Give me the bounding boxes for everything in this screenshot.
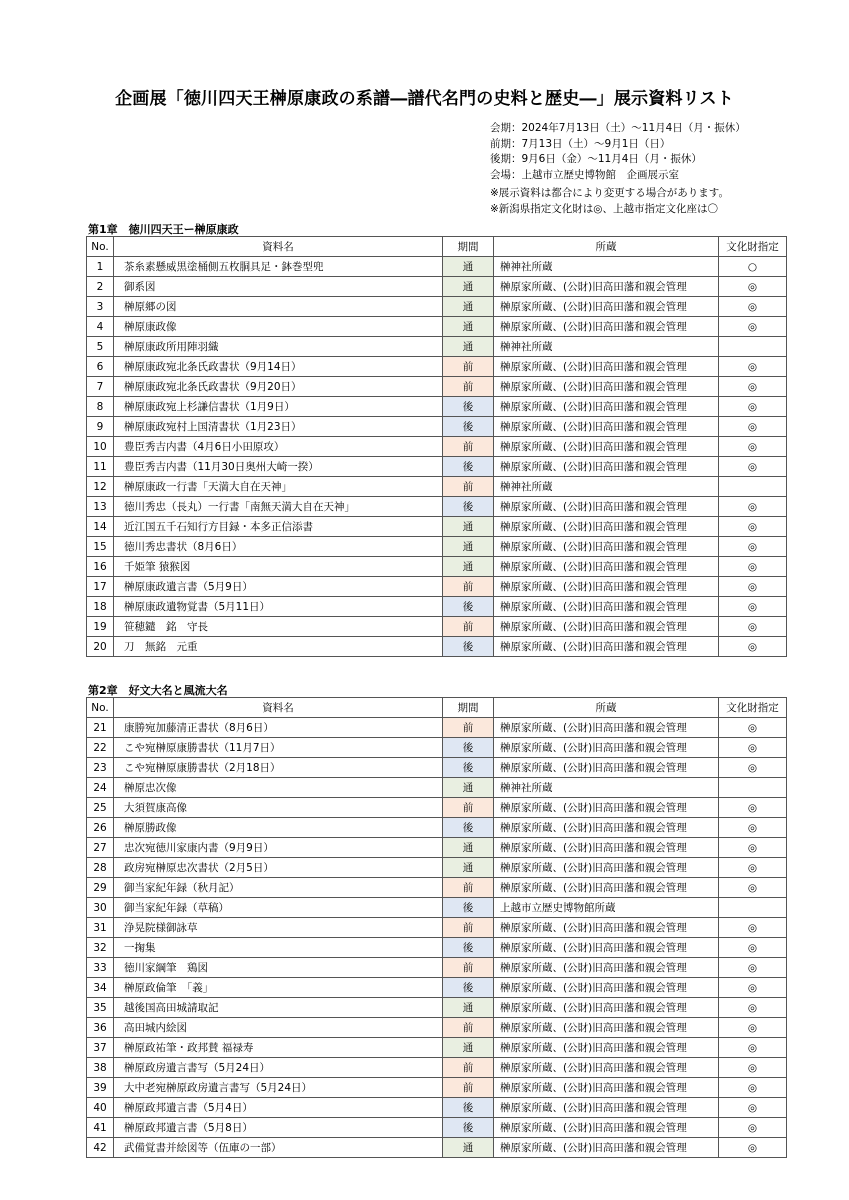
cell-name: 豊臣秀吉内書（11月30日奥州大崎一揆） [114, 457, 443, 477]
cell-no: 21 [87, 718, 114, 738]
cell-no: 3 [87, 297, 114, 317]
cell-no: 13 [87, 497, 114, 517]
page-title: 企画展「徳川四天王榊原康政の系譜―譜代名門の史料と歴史―」展示資料リスト [115, 89, 734, 109]
cell-period: 通 [443, 778, 494, 798]
info-second-term: 後期：9月6日（金）～11月4日（月・振休） [490, 153, 702, 165]
cell-cultural: ◎ [719, 597, 787, 617]
cell-no: 39 [87, 1078, 114, 1098]
cell-name: 徳川家綱筆 鶏図 [114, 958, 443, 978]
cell-cultural: ◎ [719, 357, 787, 377]
cell-no: 24 [87, 778, 114, 798]
cell-name: 越後国高田城請取記 [114, 998, 443, 1018]
cell-period: 通 [443, 557, 494, 577]
cell-owner: 榊原家所蔵、(公財)旧高田藩和親会管理 [494, 1038, 719, 1058]
cell-name: 御当家紀年録（草稿） [114, 898, 443, 918]
cell-owner: 榊原家所蔵、(公財)旧高田藩和親会管理 [494, 577, 719, 597]
table-row [87, 838, 787, 858]
cell-owner: 榊神社所蔵 [494, 778, 719, 798]
cell-no: 11 [87, 457, 114, 477]
cell-no: 22 [87, 738, 114, 758]
cell-cultural: ◎ [719, 1058, 787, 1078]
table-row [87, 1118, 787, 1138]
cell-name: 榊原忠次像 [114, 778, 443, 798]
cell-owner: 榊原家所蔵、(公財)旧高田藩和親会管理 [494, 1098, 719, 1118]
cell-owner: 榊原家所蔵、(公財)旧高田藩和親会管理 [494, 1078, 719, 1098]
cell-period: 通 [443, 277, 494, 297]
cell-owner: 榊神社所蔵 [494, 257, 719, 277]
cell-cultural: ◎ [719, 1038, 787, 1058]
cell-period: 後 [443, 738, 494, 758]
cell-owner: 榊原家所蔵、(公財)旧高田藩和親会管理 [494, 938, 719, 958]
table-row [87, 557, 787, 577]
cell-cultural [719, 337, 787, 357]
table-row [87, 617, 787, 637]
cell-cultural [719, 477, 787, 497]
cell-period: 後 [443, 1118, 494, 1138]
cell-cultural: ◎ [719, 1118, 787, 1138]
cell-owner: 榊原家所蔵、(公財)旧高田藩和親会管理 [494, 377, 719, 397]
cell-name: 榊原政祐筆・政邦賛 福禄寿 [114, 1038, 443, 1058]
cell-cultural: ◎ [719, 537, 787, 557]
cell-period: 後 [443, 898, 494, 918]
header-no: No. [87, 698, 114, 718]
cell-no: 30 [87, 898, 114, 918]
table-row [87, 918, 787, 938]
cell-owner: 榊原家所蔵、(公財)旧高田藩和親会管理 [494, 397, 719, 417]
table-row [87, 437, 787, 457]
table-row [87, 818, 787, 838]
cell-period: 後 [443, 938, 494, 958]
cell-name: 大中老宛榊原政房遺言書写（5月24日） [114, 1078, 443, 1098]
cell-no: 17 [87, 577, 114, 597]
cell-no: 6 [87, 357, 114, 377]
cell-owner: 榊原家所蔵、(公財)旧高田藩和親会管理 [494, 637, 719, 657]
cell-cultural: ◎ [719, 397, 787, 417]
cell-name: 豊臣秀吉内書（4月6日小田原攻） [114, 437, 443, 457]
table-row [87, 978, 787, 998]
table-row [87, 377, 787, 397]
table-row [87, 277, 787, 297]
cell-name: 康勝宛加藤清正書状（8月6日） [114, 718, 443, 738]
chapter-1-title: 第1章 徳川四天王ー榊原康政 [88, 223, 239, 236]
cell-no: 18 [87, 597, 114, 617]
cell-name: 榊原康政宛村上国清書状（1月23日） [114, 417, 443, 437]
cell-period: 後 [443, 457, 494, 477]
cell-period: 通 [443, 517, 494, 537]
header-name: 資料名 [114, 698, 443, 718]
header-period: 期間 [443, 698, 494, 718]
cell-name: 榊原康政宛上杉謙信書状（1月9日） [114, 397, 443, 417]
cell-owner: 榊原家所蔵、(公財)旧高田藩和親会管理 [494, 537, 719, 557]
cell-owner: 榊原家所蔵、(公財)旧高田藩和親会管理 [494, 878, 719, 898]
cell-owner: 上越市立歴史博物館所蔵 [494, 898, 719, 918]
cell-period: 後 [443, 637, 494, 657]
cell-period: 前 [443, 577, 494, 597]
cell-owner: 榊原家所蔵、(公財)旧高田藩和親会管理 [494, 798, 719, 818]
cell-cultural: ◎ [719, 838, 787, 858]
cell-cultural: ◎ [719, 1138, 787, 1158]
cell-cultural: ◎ [719, 1098, 787, 1118]
table-row [87, 798, 787, 818]
cell-no: 25 [87, 798, 114, 818]
cell-period: 通 [443, 998, 494, 1018]
cell-period: 通 [443, 838, 494, 858]
cell-no: 32 [87, 938, 114, 958]
table-row [87, 958, 787, 978]
header-name: 資料名 [114, 237, 443, 257]
cell-name: こや宛榊原康勝書状（11月7日） [114, 738, 443, 758]
cell-name: 高田城内絵図 [114, 1018, 443, 1038]
table-row [87, 1038, 787, 1058]
table-row [87, 597, 787, 617]
table-row [87, 337, 787, 357]
cell-owner: 榊原家所蔵、(公財)旧高田藩和親会管理 [494, 597, 719, 617]
cell-no: 8 [87, 397, 114, 417]
cell-name: 榊原康政宛北条氏政書状（9月14日） [114, 357, 443, 377]
cell-owner: 榊原家所蔵、(公財)旧高田藩和親会管理 [494, 317, 719, 337]
cell-name: 榊原康政遺物覚書（5月11日） [114, 597, 443, 617]
table-row [87, 898, 787, 918]
table-row [87, 1098, 787, 1118]
cell-name: 榊原康政宛北条氏政書状（9月20日） [114, 377, 443, 397]
cell-name: 榊原康政一行書「天満大自在天神」 [114, 477, 443, 497]
cell-period: 後 [443, 397, 494, 417]
cell-name: 一掬集 [114, 938, 443, 958]
cell-no: 23 [87, 758, 114, 778]
cell-period: 前 [443, 357, 494, 377]
header-cultural: 文化財指定 [719, 237, 787, 257]
cell-period: 前 [443, 437, 494, 457]
table-row [87, 778, 787, 798]
table-row [87, 397, 787, 417]
cell-cultural: ◎ [719, 1018, 787, 1038]
cell-name: 千姫筆 猿猴図 [114, 557, 443, 577]
cell-cultural: ◎ [719, 617, 787, 637]
chapter-1-table [86, 236, 787, 657]
table-row [87, 718, 787, 738]
cell-cultural: ◎ [719, 277, 787, 297]
cell-cultural: ◎ [719, 718, 787, 738]
cell-owner: 榊原家所蔵、(公財)旧高田藩和親会管理 [494, 457, 719, 477]
cell-period: 後 [443, 1098, 494, 1118]
cell-period: 通 [443, 858, 494, 878]
cell-no: 12 [87, 477, 114, 497]
cell-owner: 榊原家所蔵、(公財)旧高田藩和親会管理 [494, 978, 719, 998]
cell-no: 36 [87, 1018, 114, 1038]
cell-cultural: ◎ [719, 878, 787, 898]
cell-owner: 榊原家所蔵、(公財)旧高田藩和親会管理 [494, 998, 719, 1018]
cell-cultural: ◎ [719, 377, 787, 397]
header-no: No. [87, 237, 114, 257]
table-row [87, 878, 787, 898]
table-row [87, 1138, 787, 1158]
cell-owner: 榊原家所蔵、(公財)旧高田藩和親会管理 [494, 718, 719, 738]
cell-owner: 榊原家所蔵、(公財)旧高田藩和親会管理 [494, 1018, 719, 1038]
cell-no: 5 [87, 337, 114, 357]
cell-period: 前 [443, 377, 494, 397]
cell-name: 榊原政倫筆 「義」 [114, 978, 443, 998]
table-row [87, 758, 787, 778]
cell-owner: 榊原家所蔵、(公財)旧高田藩和親会管理 [494, 918, 719, 938]
cell-name: 武備覚書并絵図等（伍庫の一部） [114, 1138, 443, 1158]
cell-cultural: ◎ [719, 998, 787, 1018]
cell-cultural: ◎ [719, 637, 787, 657]
table-row [87, 537, 787, 557]
notes [490, 186, 729, 217]
header-owner: 所蔵 [494, 698, 719, 718]
cell-no: 29 [87, 878, 114, 898]
cell-cultural: ◎ [719, 497, 787, 517]
chapter-1-rows [87, 257, 787, 657]
table-row [87, 1058, 787, 1078]
info-period: 会期：2024年7月13日（土）～11月4日（月・振休） [490, 122, 746, 134]
table-row [87, 257, 787, 277]
cell-cultural: ◎ [719, 978, 787, 998]
cell-name: 御当家紀年録（秋月記） [114, 878, 443, 898]
cell-cultural: ◎ [719, 317, 787, 337]
cell-owner: 榊原家所蔵、(公財)旧高田藩和親会管理 [494, 958, 719, 978]
cell-period: 通 [443, 337, 494, 357]
cell-name: 榊原政房遺言書写（5月24日） [114, 1058, 443, 1078]
cell-period: 前 [443, 718, 494, 738]
cell-period: 前 [443, 918, 494, 938]
cell-no: 1 [87, 257, 114, 277]
table-row [87, 577, 787, 597]
cell-cultural: ◎ [719, 758, 787, 778]
cell-owner: 榊原家所蔵、(公財)旧高田藩和親会管理 [494, 1138, 719, 1158]
table-row [87, 457, 787, 477]
cell-no: 31 [87, 918, 114, 938]
cell-cultural: ◎ [719, 517, 787, 537]
exhibition-info [490, 121, 746, 183]
cell-cultural: ◎ [719, 437, 787, 457]
cell-no: 41 [87, 1118, 114, 1138]
cell-cultural: ◎ [719, 858, 787, 878]
table-header-row [87, 237, 787, 257]
cell-no: 14 [87, 517, 114, 537]
cell-name: 榊原政邦遺言書（5月4日） [114, 1098, 443, 1118]
cell-owner: 榊原家所蔵、(公財)旧高田藩和親会管理 [494, 357, 719, 377]
table-row [87, 858, 787, 878]
table-row [87, 497, 787, 517]
cell-cultural: ◎ [719, 417, 787, 437]
cell-period: 後 [443, 417, 494, 437]
table-row [87, 1078, 787, 1098]
cell-period: 後 [443, 758, 494, 778]
cell-period: 前 [443, 617, 494, 637]
cell-period: 通 [443, 317, 494, 337]
table-row [87, 357, 787, 377]
cell-owner: 榊原家所蔵、(公財)旧高田藩和親会管理 [494, 858, 719, 878]
cell-no: 19 [87, 617, 114, 637]
cell-period: 通 [443, 257, 494, 277]
cell-cultural [719, 898, 787, 918]
table-row [87, 517, 787, 537]
cell-name: 榊原康政像 [114, 317, 443, 337]
info-venue: 会場：上越市立歴史博物館 企画展示室 [490, 168, 679, 181]
cell-name: 徳川秀忠書状（8月6日） [114, 537, 443, 557]
info-first-term: 前期：7月13日（土）～9月1日（日） [490, 137, 671, 150]
chapter-2-title: 第2章 好文大名と風流大名 [88, 684, 228, 697]
cell-period: 前 [443, 1078, 494, 1098]
cell-period: 後 [443, 818, 494, 838]
cell-name: 大須賀康高像 [114, 798, 443, 818]
header-cultural: 文化財指定 [719, 698, 787, 718]
table-header-row [87, 698, 787, 718]
cell-owner: 榊原家所蔵、(公財)旧高田藩和親会管理 [494, 1058, 719, 1078]
cell-name: 御系図 [114, 277, 443, 297]
cell-cultural: ◎ [719, 557, 787, 577]
cell-no: 4 [87, 317, 114, 337]
cell-period: 前 [443, 878, 494, 898]
cell-owner: 榊神社所蔵 [494, 337, 719, 357]
cell-cultural: ◎ [719, 457, 787, 477]
cell-owner: 榊原家所蔵、(公財)旧高田藩和親会管理 [494, 297, 719, 317]
table-row [87, 417, 787, 437]
table-row [87, 637, 787, 657]
cell-owner: 榊原家所蔵、(公財)旧高田藩和親会管理 [494, 437, 719, 457]
cell-no: 15 [87, 537, 114, 557]
cell-no: 33 [87, 958, 114, 978]
cell-period: 後 [443, 497, 494, 517]
header-period: 期間 [443, 237, 494, 257]
table-row [87, 317, 787, 337]
cell-owner: 榊原家所蔵、(公財)旧高田藩和親会管理 [494, 557, 719, 577]
cell-owner: 榊原家所蔵、(公財)旧高田藩和親会管理 [494, 277, 719, 297]
cell-cultural: ◎ [719, 738, 787, 758]
note-change: ※展示資料は都合により変更する場合があります。 [490, 187, 729, 199]
cell-name: 榊原康政遺言書（5月9日） [114, 577, 443, 597]
cell-owner: 榊原家所蔵、(公財)旧高田藩和親会管理 [494, 758, 719, 778]
cell-owner: 榊原家所蔵、(公財)旧高田藩和親会管理 [494, 738, 719, 758]
cell-period: 通 [443, 1038, 494, 1058]
cell-cultural: ○ [719, 257, 787, 277]
cell-name: 榊原政邦遺言書（5月8日） [114, 1118, 443, 1138]
cell-cultural: ◎ [719, 958, 787, 978]
cell-no: 38 [87, 1058, 114, 1078]
cell-period: 前 [443, 958, 494, 978]
chapter-2-table [86, 697, 787, 1158]
cell-owner: 榊原家所蔵、(公財)旧高田藩和親会管理 [494, 1118, 719, 1138]
cell-period: 通 [443, 537, 494, 557]
chapter-2-rows [87, 718, 787, 1158]
cell-owner: 榊原家所蔵、(公財)旧高田藩和親会管理 [494, 818, 719, 838]
cell-name: 忠次宛徳川家康内書（9月9日） [114, 838, 443, 858]
cell-name: 茶糸素懸威黒塗桶側五枚胴具足・鉢巻型兜 [114, 257, 443, 277]
cell-no: 37 [87, 1038, 114, 1058]
cell-name: 榊原康政所用陣羽織 [114, 337, 443, 357]
cell-period: 前 [443, 477, 494, 497]
cell-period: 後 [443, 597, 494, 617]
note-cultural: ※新潟県指定文化財は◎、上越市指定文化座は〇 [490, 202, 718, 215]
cell-period: 後 [443, 978, 494, 998]
cell-no: 10 [87, 437, 114, 457]
cell-no: 16 [87, 557, 114, 577]
cell-owner: 榊原家所蔵、(公財)旧高田藩和親会管理 [494, 617, 719, 637]
cell-cultural: ◎ [719, 938, 787, 958]
table-row [87, 297, 787, 317]
cell-owner: 榊原家所蔵、(公財)旧高田藩和親会管理 [494, 838, 719, 858]
cell-period: 前 [443, 798, 494, 818]
cell-cultural: ◎ [719, 297, 787, 317]
cell-name: 徳川秀忠（長丸）一行書「南無天満大自在天神」 [114, 497, 443, 517]
cell-owner: 榊神社所蔵 [494, 477, 719, 497]
cell-no: 20 [87, 637, 114, 657]
table-row [87, 1018, 787, 1038]
cell-no: 42 [87, 1138, 114, 1158]
cell-no: 28 [87, 858, 114, 878]
cell-owner: 榊原家所蔵、(公財)旧高田藩和親会管理 [494, 417, 719, 437]
cell-no: 40 [87, 1098, 114, 1118]
cell-no: 2 [87, 277, 114, 297]
table-row [87, 738, 787, 758]
table-row [87, 938, 787, 958]
cell-name: 近江国五千石知行方目録・本多正信添書 [114, 517, 443, 537]
cell-no: 27 [87, 838, 114, 858]
cell-name: 笹穂鑓 銘 守長 [114, 617, 443, 637]
table-row [87, 998, 787, 1018]
cell-cultural: ◎ [719, 918, 787, 938]
cell-cultural [719, 778, 787, 798]
cell-no: 35 [87, 998, 114, 1018]
header-owner: 所蔵 [494, 237, 719, 257]
cell-name: 刀 無銘 元重 [114, 637, 443, 657]
cell-name: 榊原郷の図 [114, 297, 443, 317]
cell-period: 前 [443, 1058, 494, 1078]
cell-name: 浄晃院様御詠草 [114, 918, 443, 938]
cell-cultural: ◎ [719, 818, 787, 838]
cell-cultural: ◎ [719, 1078, 787, 1098]
cell-period: 通 [443, 1138, 494, 1158]
cell-period: 前 [443, 1018, 494, 1038]
cell-no: 34 [87, 978, 114, 998]
cell-no: 26 [87, 818, 114, 838]
cell-name: 政房宛榊原忠次書状（2月5日） [114, 858, 443, 878]
cell-no: 7 [87, 377, 114, 397]
cell-no: 9 [87, 417, 114, 437]
cell-period: 通 [443, 297, 494, 317]
cell-cultural: ◎ [719, 577, 787, 597]
cell-owner: 榊原家所蔵、(公財)旧高田藩和親会管理 [494, 517, 719, 537]
cell-name: 榊原勝政像 [114, 818, 443, 838]
table-row [87, 477, 787, 497]
cell-owner: 榊原家所蔵、(公財)旧高田藩和親会管理 [494, 497, 719, 517]
cell-name: こや宛榊原康勝書状（2月18日） [114, 758, 443, 778]
cell-cultural: ◎ [719, 798, 787, 818]
